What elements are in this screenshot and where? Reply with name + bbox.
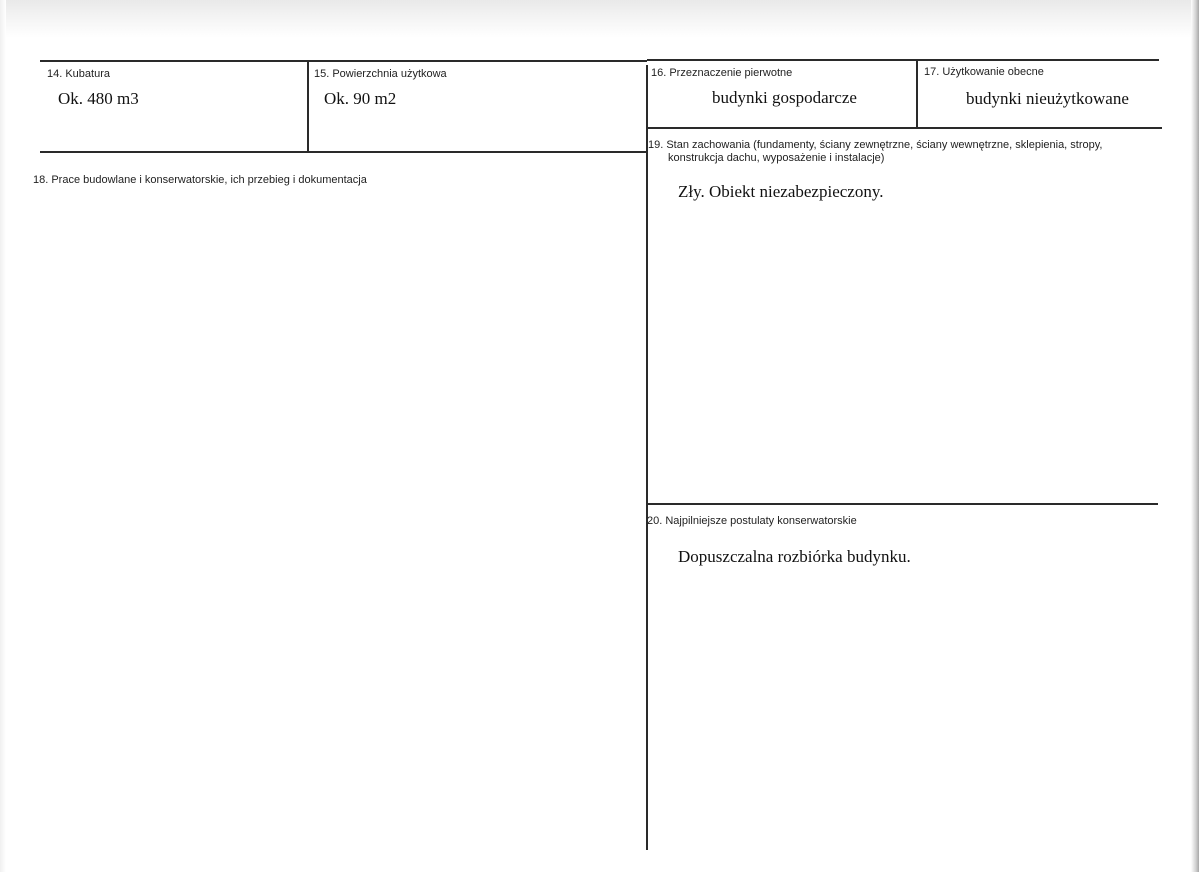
top-rule-right [647,59,1159,61]
field-postulaty-value: Dopuszczalna rozbiórka budynku. [678,547,911,566]
rule-below-16-17 [647,127,1162,129]
field-przeznaczenie-value: budynki gospodarcze [712,88,857,107]
field-kubatura-label: 14. Kubatura [47,68,110,80]
rule-above-20 [647,503,1158,505]
field-przeznaczenie-label: 16. Przeznaczenie pierwotne [651,67,793,79]
field-uzytkowanie-label: 17. Użytkowanie obecne [924,66,1044,78]
divider-14-15 [307,60,309,152]
field-powierzchnia-value: Ok. 90 m2 [324,89,397,108]
field-stan-zachowania-value: Zły. Obiekt niezabezpieczony. [678,182,884,201]
divider-center [646,65,648,850]
scan-edge-right [1191,0,1199,872]
field-powierzchnia-label: 15. Powierzchnia użytkowa [314,68,447,80]
field-stan-zachowania-label-line1: 19. Stan zachowania (fundamenty, ściany zewnętrzne, ściany wewnętrzne, sklepienia, stropy, [648,139,1103,151]
field-postulaty-label: 20. Najpilniejsze postulaty konserwatorskie [647,515,857,527]
field-stan-zachowania-label-line2: konstrukcja dachu, wyposażenie i instalacje) [668,152,885,164]
scan-edge-left [0,0,6,872]
top-rule-left [40,60,647,62]
field-kubatura-value: Ok. 480 m3 [58,89,139,108]
field-uzytkowanie-value: budynki nieużytkowane [966,89,1129,108]
divider-16-17 [916,60,918,127]
scan-edge-top [0,0,1199,38]
field-prace-budowlane-label: 18. Prace budowlane i konserwatorskie, ich przebieg i dokumentacja [33,174,367,186]
rule-below-14-15 [40,151,647,153]
